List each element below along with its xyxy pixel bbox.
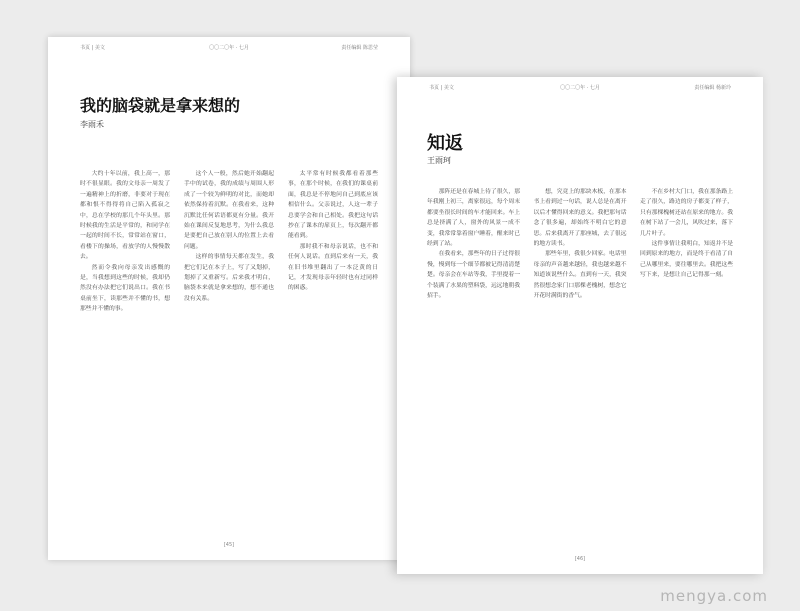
left-article-author: 李雨禾 xyxy=(80,120,104,129)
right-page xyxy=(397,77,763,574)
left-col2-para-2: 这样的事情每天都在发生，我把它们记在本子上，写了又划掉，划掉了又重新写。后来我才明白，脑袋本来就是拿来想的，想不通也没有关系。 xyxy=(184,254,274,302)
right-column-3 xyxy=(640,187,733,549)
left-col2-para-1: 这个人一般，然后她开始翻起手中的试卷，我的成绩与周围人形成了一个较为鲜明的对比，而她却依然保持着沉默。在我看来，这种沉默比任何话语都更有分量。我开始在课间反复地思考，为什么我总是要把自己放在别人的位置上去看问题。 xyxy=(184,171,274,250)
left-page-header xyxy=(48,37,410,57)
left-article-body xyxy=(80,169,378,529)
right-page-header xyxy=(397,77,763,97)
right-col1-para-1: 那阵还是在春城上待了很久，那年我刚上初三，离家很远，每个周末都要坐很长时间的车才能回来。车上总是挤满了人，窗外的风景一成不变，我常常靠着窗户睡着，醒来时已经到了站。 xyxy=(427,189,520,248)
left-header-date: 〇〇二〇年 · 七月 xyxy=(209,45,249,51)
right-header-editor: 责任编辑 杨新玲 xyxy=(694,85,731,91)
right-header-section: 书页 | 美文 xyxy=(429,85,454,91)
right-page-number: [46] xyxy=(574,556,586,562)
right-header-date: 〇〇二〇年 · 七月 xyxy=(560,85,600,91)
right-col1-para-2: 在我看来，那些年的日子过得很慢，慢到每一个细节都被记得清清楚楚。母亲会在车站等我，手里提着一个装满了水果的塑料袋，远远地朝我招手。 xyxy=(427,251,520,300)
right-article-author: 王雨珂 xyxy=(427,156,451,165)
right-col3-para-2: 这件事情让我明白，知返并不是回到原来的地方，而是终于看清了自己从哪里来，要往哪里去。我把这些写下来，是想让自己记得那一刻。 xyxy=(640,241,733,279)
left-header-editor: 责任编辑 陈思莹 xyxy=(341,45,378,51)
left-column-2 xyxy=(184,169,274,529)
right-article-title: 知返 xyxy=(427,133,463,154)
right-column-1 xyxy=(427,187,520,549)
left-col1-para-2: 然而令我向母亲发出感慨的是，当我想到这些的时候，我却仍然没有办法把它们说出口。我在书桌前坐下，读那些并不懂的书，想那些并不懂的事。 xyxy=(80,264,170,313)
left-col3-para-1: 太平常有时候我都看着那些事，在那个时候，在我们的课桌前面，我总是不停地问自己到底应该相信什么。父亲说过，人这一辈子总要学会和自己相处。我把这句话抄在了课本的扉页上，每次翻开都能看到。 xyxy=(288,171,378,240)
left-header-section: 书页 | 美文 xyxy=(80,45,105,51)
left-column-1 xyxy=(80,169,170,529)
right-col2-para-2: 那些年里，我很少回家。电话里母亲的声音越来越轻，我也越来越不知道该说些什么。直到有一天，我突然很想念家门口那棵老槐树，想念它开花时满街的香气。 xyxy=(533,251,627,300)
left-page-number: [45] xyxy=(223,542,235,548)
left-page xyxy=(48,37,410,560)
right-col3-para-1: 不在乡村大门口，我在那条路上走了很久，路边的房子都变了样子，只有那棵槐树还站在原来的地方。我在树下站了一会儿，风吹过来，落下几片叶子。 xyxy=(640,189,733,237)
left-article-title: 我的脑袋就是拿来想的 xyxy=(80,96,241,115)
right-column-2 xyxy=(534,187,627,549)
right-article-body xyxy=(427,187,733,549)
left-col3-para-2: 那时我不和母亲说话，也不和任何人说话。直到后来有一天，我在旧书堆里翻出了一本泛黄的日记，才发现母亲年轻时也有过同样的困惑。 xyxy=(288,243,378,292)
left-column-3 xyxy=(288,169,378,529)
right-col2-para-1: 想，究竟上的那块木板，在那本书上看到过一句话，说人总是在离开以后才懂得回来的意义。我把那句话念了很多遍，却始终不明白它的意思。后来我离开了那座城，去了很远的地方读书。 xyxy=(533,189,627,248)
site-watermark: mengya.com xyxy=(660,587,768,605)
left-col1-para-1: 大约十年以前，我上高一，那时不很显眼。我的文母亲一周发了一遍精神上的折磨，非要对于现在都和恨不得得将自己陷入孤寂之中，总在学校的那几个年头里。那时候我的生活是平常的，和同学在一起的时间不长，常常站在窗口，看楼下的操场，看放学的人慢慢散去。 xyxy=(80,171,170,261)
